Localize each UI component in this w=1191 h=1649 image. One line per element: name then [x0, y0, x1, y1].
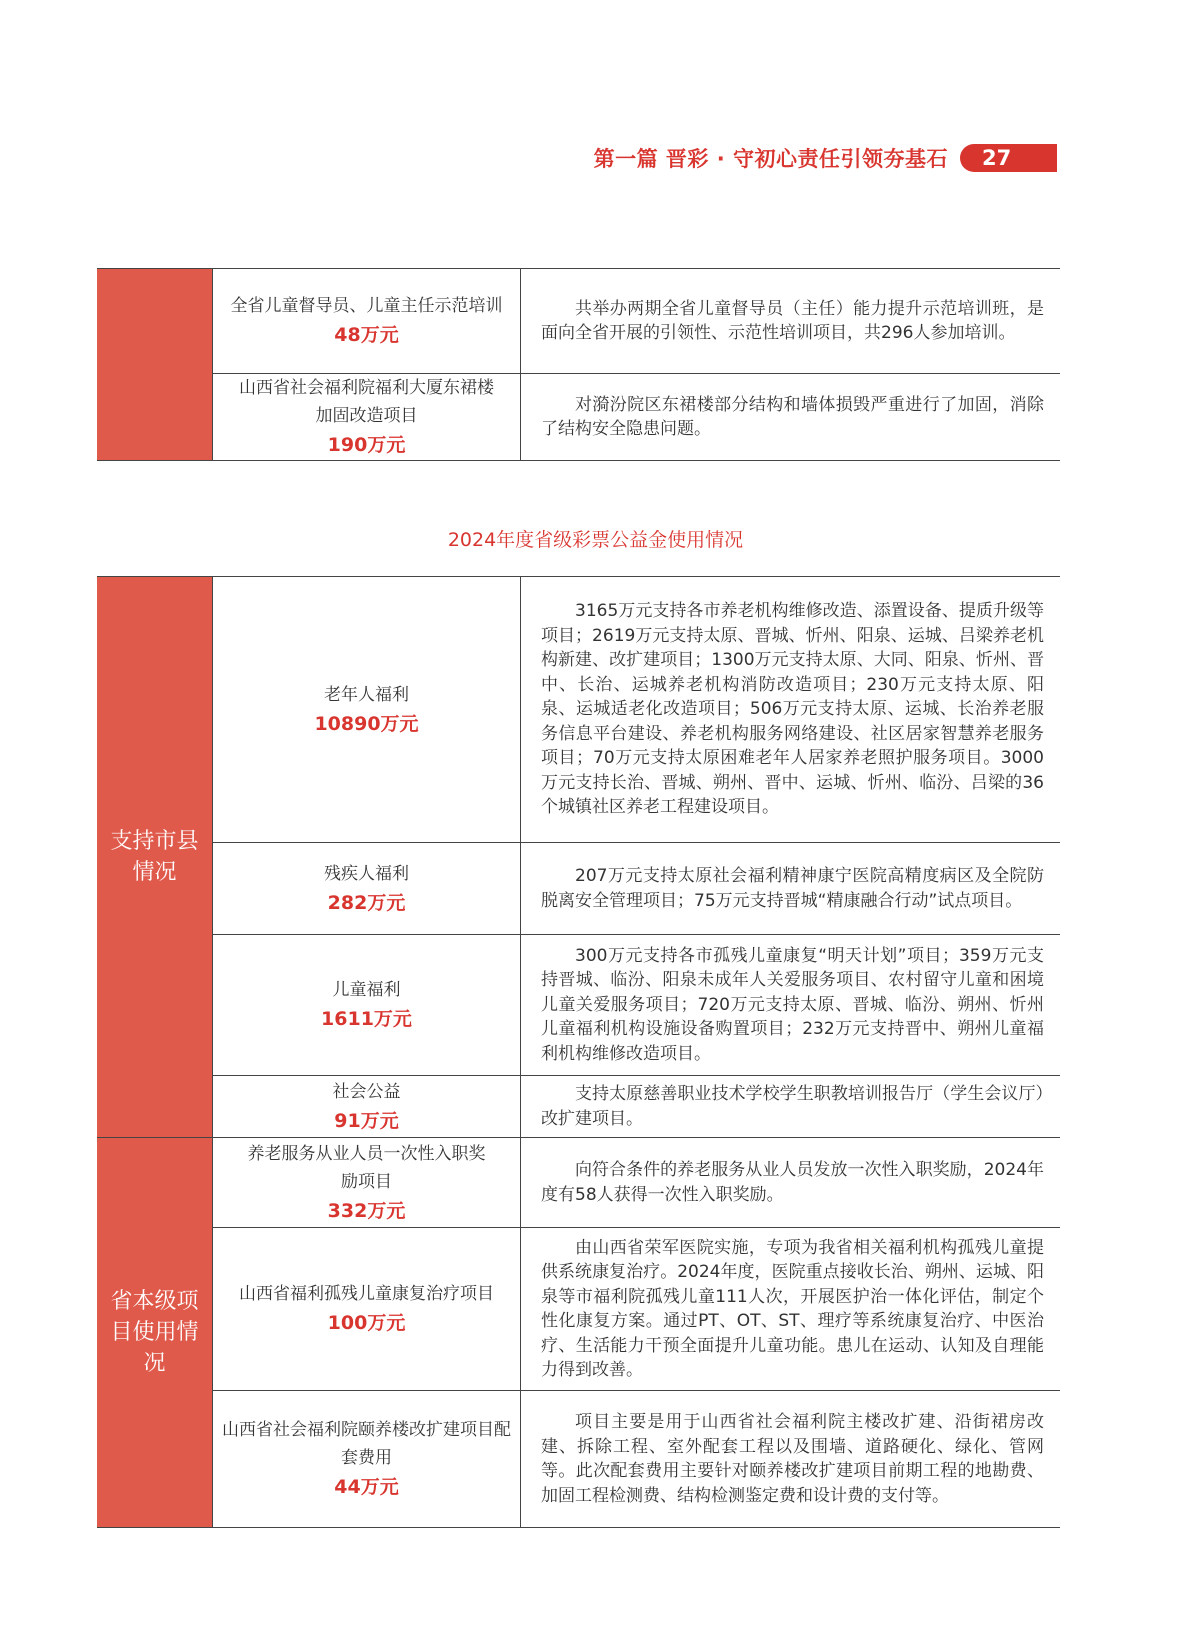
- project-name-cell: [213, 935, 521, 1076]
- table-row: [97, 1228, 1060, 1391]
- table-row: [97, 935, 1060, 1076]
- project-amount: 10890万元: [314, 712, 419, 735]
- project-description: [521, 1076, 1061, 1138]
- group-label-cell: [97, 1138, 213, 1528]
- group-label-cell: [97, 577, 213, 1138]
- description-text: 向符合条件的养老服务从业人员发放一次性入职奖励，2024年度有58人获得一次性入职奖励。: [541, 1160, 1044, 1205]
- project-name: 山西省社会福利院颐养楼改扩建项目配套费用: [222, 1420, 511, 1468]
- project-name: 山西省福利孤残儿童康复治疗项目: [239, 1284, 494, 1304]
- project-name: 全省儿童督导员、儿童主任示范培训: [230, 296, 503, 316]
- project-description: [521, 577, 1061, 843]
- group-label: 省本级项目使用情况: [110, 1289, 199, 1376]
- project-name: 社会公益: [332, 1081, 401, 1102]
- project-amount: 91万元: [334, 1109, 399, 1132]
- project-name: 残疾人福利: [324, 863, 409, 884]
- project-amount: 332万元: [327, 1199, 406, 1222]
- project-name-cell: [213, 374, 521, 461]
- project-description: [521, 1391, 1061, 1528]
- table-row: [97, 269, 1060, 374]
- project-amount: 282万元: [327, 891, 406, 914]
- project-description: [521, 269, 1061, 374]
- project-name: 儿童福利: [332, 980, 401, 1000]
- project-description: [521, 374, 1061, 461]
- table-row: [97, 577, 1060, 843]
- group-label: 支持市县情况: [110, 829, 199, 885]
- description-text: 对漪汾院区东裙楼部分结构和墙体损毁严重进行了加固，消除了结构安全隐患问题。: [541, 394, 1044, 439]
- description-text: 3165万元支持各市养老机构维修改造、添置设备、提质升级等项目；2619万元支持太原、晋城、忻州、阳泉、运城、吕梁养老机构新建、改扩建项目；1300万元支持太原、大同、阳泉、忻州、晋中、长治、运城养老机构消防改造项目；230万元支持太原、阳泉、运城适老化改造项目；506万元支持太原、运城、长治养老服务信息平台建设、养老机构服务网络建设、社区居家智慧养老服务项目；70万元支持太原困难老年人居家养老照护服务项目。3000万元支持长治、晋城、朔州、晋中、运城、忻州、临汾、吕梁的36个城镇社区养老工程建设项目。: [541, 601, 1044, 818]
- project-name-cell: [213, 577, 521, 843]
- project-description: [521, 1228, 1061, 1391]
- table-row: [97, 1391, 1060, 1528]
- lottery-fund-table: [97, 576, 1060, 1528]
- project-name: 山西省社会福利院福利大厦东裙楼加固改造项目: [239, 378, 494, 426]
- category-cell-empty: [97, 269, 213, 461]
- description-text: 207万元支持太原社会福利精神康宁医院高精度病区及全院防脱离安全管理项目；75万元支持晋城“精康融合行动”试点项目。: [541, 866, 1044, 911]
- project-description: [521, 935, 1061, 1076]
- description-text: 由山西省荣军医院实施，专项为我省相关福利机构孤残儿童提供系统康复治疗。2024年度，医院重点接收长治、朔州、运城、阳泉等市福利院孤残儿童111人次，开展医护治一体化评估，制定个性化康复方案。通过PT、OT、ST、理疗等系统康复治疗、中医治疗、生活能力干预全面提升儿童功能。患儿在运动、认知及自理能力得到改善。: [541, 1237, 1044, 1380]
- project-name-cell: [213, 1076, 521, 1138]
- project-amount: 44万元: [334, 1476, 399, 1498]
- project-name: 养老服务从业人员一次性入职奖励项目: [247, 1143, 486, 1192]
- page-number-badge: 27: [960, 144, 1057, 172]
- project-description: [521, 1138, 1061, 1228]
- description-text: 支持太原慈善职业技术学校学生职教培训报告厅（学生会议厅）改扩建项目。: [541, 1084, 1044, 1129]
- continued-table: [97, 268, 1060, 461]
- project-name: 老年人福利: [324, 684, 409, 705]
- project-name-cell: [213, 269, 521, 374]
- chapter-title: 第一篇 晋彩 · 守初心责任引领夯基石: [593, 147, 948, 171]
- description-text: 共举办两期全省儿童督导员（主任）能力提升示范培训班，是面向全省开展的引领性、示范性培训项目，共296人参加培训。: [541, 298, 1044, 343]
- table-row: [97, 374, 1060, 461]
- page-header: [594, 144, 1057, 172]
- table-row: [97, 1138, 1060, 1228]
- section-title: 2024年度省级彩票公益金使用情况: [447, 529, 744, 551]
- project-name-cell: [213, 843, 521, 935]
- project-amount: 48万元: [334, 324, 399, 346]
- project-description: [521, 843, 1061, 935]
- description-text: 300万元支持各市孤残儿童康复“明天计划”项目；359万元支持晋城、临汾、阳泉未成年人关爱服务项目、农村留守儿童和困境儿童关爱服务项目；720万元支持太原、晋城、临汾、朔州、忻州儿童福利机构设施设备购置项目；232万元支持晋中、朔州儿童福利机构维修改造项目。: [541, 945, 1044, 1064]
- project-amount: 190万元: [327, 434, 406, 456]
- table-row: [97, 1076, 1060, 1138]
- description-text: 项目主要是用于山西省社会福利院主楼改扩建、沿街裙房改建、拆除工程、室外配套工程以及围墙、道路硬化、绿化、管网等。此次配套费用主要针对颐养楼改扩建项目前期工程的地勘费、加固工程检测费、结构检测鉴定费和设计费的支付等。: [541, 1412, 1044, 1506]
- project-amount: 100万元: [327, 1312, 406, 1334]
- project-name-cell: [213, 1228, 521, 1391]
- project-name-cell: [213, 1138, 521, 1228]
- project-amount: 1611万元: [321, 1008, 412, 1030]
- project-name-cell: [213, 1391, 521, 1528]
- table-row: [97, 843, 1060, 935]
